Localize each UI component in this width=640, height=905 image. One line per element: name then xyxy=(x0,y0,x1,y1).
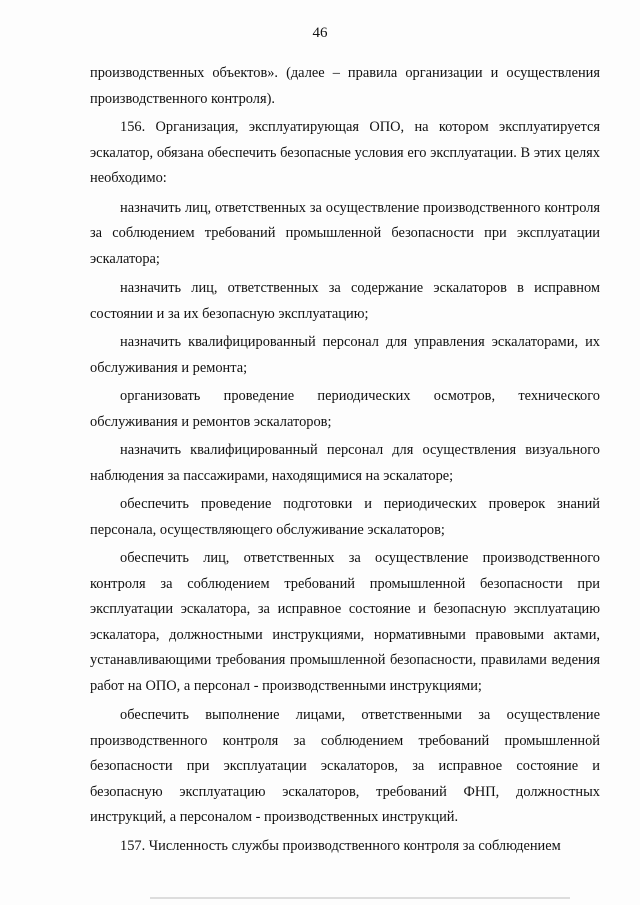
list-item-organize-inspections: организовать проведение периодических осмотров, технического обслуживания и ремонтов эскалаторов; xyxy=(90,388,600,430)
list-item-appoint-operators: назначить квалифицированный персонал для управления эскалаторами, их обслуживания и ремонта; xyxy=(90,334,600,376)
list-item-provide-instructions: обеспечить лиц, ответственных за осуществление производственного контроля за соблюдением требований промышленной безопасности при эксплуатации эскалатора, за исправное состояние и безопасную эксплуатацию эскалатора, должностными инструкциями, нормативными правовыми актами, устанавливающими требования промышленной безопасности, правилами ведения работ на ОПО, а персонал - производственными инструкциями; xyxy=(90,550,600,694)
list-item-ensure-compliance: обеспечить выполнение лицами, ответственными за осуществление производственного контроля за соблюдением требований промышленной безопасности при эксплуатации эскалаторов, за исправное состояние и безопасную эксплуатацию эскалаторов, требований ФНП, должностных инструкций, а персоналом - производственных инструкций. xyxy=(90,707,600,825)
paragraph-continuation: производственных объектов». (далее – правила организации и осуществления производственного контроля). xyxy=(90,65,600,107)
scan-edge-line xyxy=(150,897,570,899)
list-item-appoint-observers: назначить квалифицированный персонал для осуществления визуального наблюдения за пассажирами, находящимися на эскалаторе; xyxy=(90,442,600,484)
list-item-training: обеспечить проведение подготовки и периодических проверок знаний персонала, осуществляющего обслуживание эскалаторов; xyxy=(90,496,600,538)
paragraph-157: 157. Численность службы производственного контроля за соблюдением xyxy=(120,837,561,854)
list-item-appoint-control-persons: назначить лиц, ответственных за осуществление производственного контроля за соблюдением требований промышленной безопасности при эксплуатации эскалатора; xyxy=(90,199,600,267)
list-item-appoint-maintenance-persons: назначить лиц, ответственных за содержание эскалаторов в исправном состоянии и за их безопасную эксплуатацию; xyxy=(90,280,600,322)
document-body xyxy=(90,61,600,859)
page-number: 46 xyxy=(312,25,328,41)
paragraph-156: 156. Организация, эксплуатирующая ОПО, на котором эксплуатируется эскалатор, обязана обеспечить безопасные условия его эксплуатации. В этих целях необходимо: xyxy=(90,119,600,186)
